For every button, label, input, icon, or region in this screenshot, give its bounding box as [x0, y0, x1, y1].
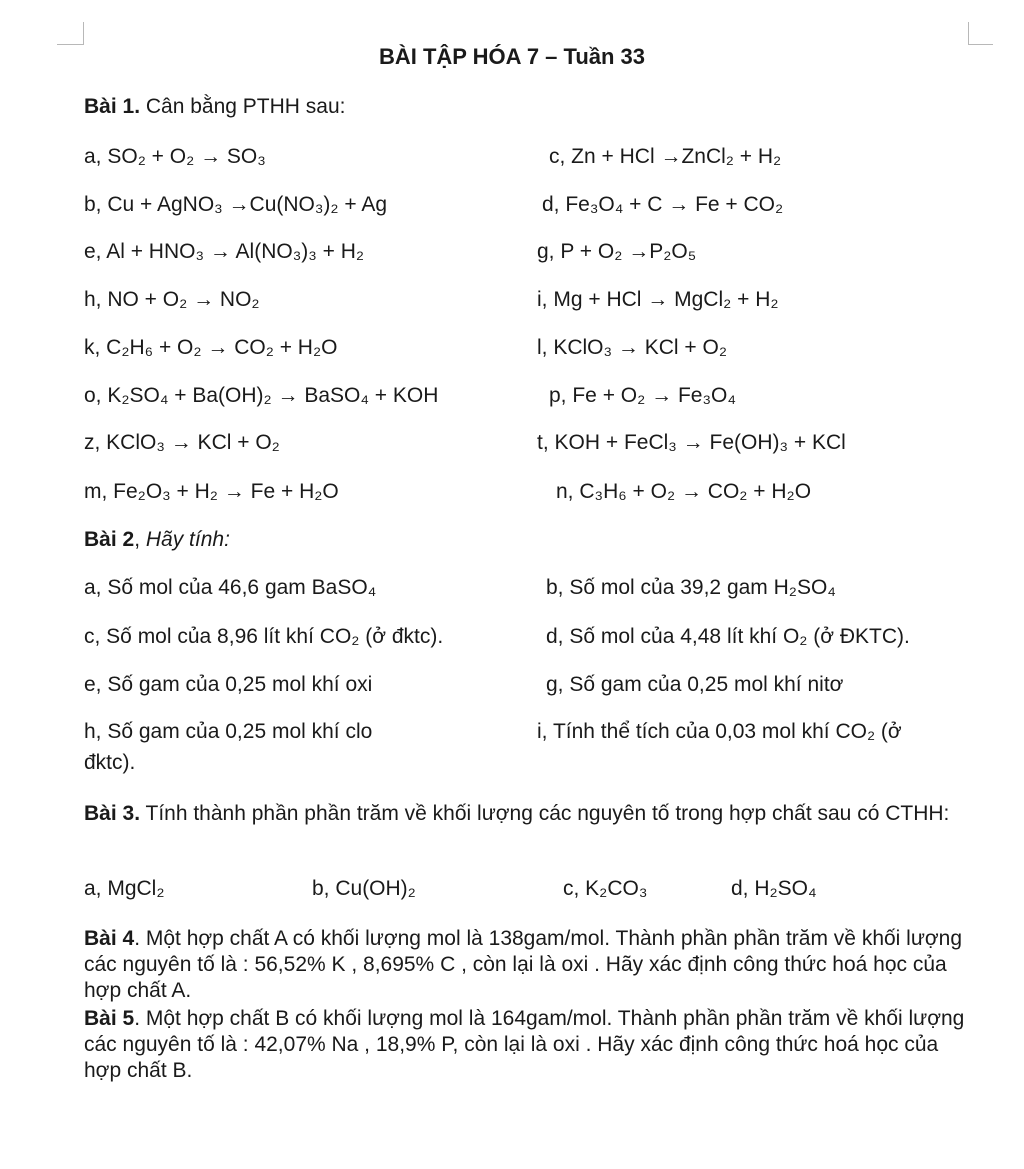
crop-mark-top-right — [968, 22, 993, 45]
bai3-item-c: c, K₂CO₃ — [563, 877, 648, 900]
equation-t: t, KOH + FeCl₃ → Fe(OH)₃ + KCl — [537, 431, 846, 454]
bai2-item-e: e, Số gam của 0,25 mol khí oxi — [84, 673, 373, 696]
bai2-item-g: g, Số gam của 0,25 mol khí nitơ — [546, 673, 844, 696]
page-title: BÀI TẬP HÓA 7 – Tuần 33 — [378, 44, 646, 69]
bai2-item-c: c, Số mol của 8,96 lít khí CO₂ (ở đktc). — [84, 625, 444, 648]
bai2-item-h: h, Số gam của 0,25 mol khí clo — [84, 720, 373, 743]
equation-h: h, NO + O₂ → NO₂ — [84, 288, 260, 311]
bai4-text: . Một hợp chất A có khối lượng mol là 138gam/mol. Thành phần phần trăm về khối lượng các nguyên tố là : 56,52% K , 8,695% C , còn lại là oxi . Hãy xác định công thức hoá học của hợp chất A. — [84, 927, 963, 1002]
bai3-item-d: d, H₂SO₄ — [731, 877, 817, 900]
bai2-item-b: b, Số mol của 39,2 gam H₂SO₄ — [546, 576, 836, 599]
equation-z: z, KClO₃ → KCl + O₂ — [84, 431, 280, 454]
equation-p: p, Fe + O₂ → Fe₃O₄ — [549, 384, 736, 407]
bai1-text: Cân bằng PTHH sau: — [140, 95, 346, 118]
bai3-heading — [84, 798, 974, 829]
equation-m: m, Fe₂O₃ + H₂ → Fe + H₂O — [84, 480, 339, 503]
bai5-label: Bài 5 — [84, 1007, 135, 1030]
bai2-item-d: d, Số mol của 4,48 lít khí O₂ (ở ĐKTC). — [546, 625, 910, 648]
bai5-text: . Một hợp chất B có khối lượng mol là 164gam/mol. Thành phần phần trăm về khối lượng các nguyên tố là : 42,07% Na , 18,9% P, còn lại là oxi . Hãy xác định công thức hoá học của hợp chất B. — [84, 1007, 965, 1082]
equation-l: l, KClO₃ → KCl + O₂ — [537, 336, 727, 359]
bai2-item-i-cont: đktc). — [84, 751, 136, 774]
bai2-item-a: a, Số mol của 46,6 gam BaSO₄ — [84, 576, 377, 599]
equation-d: d, Fe₃O₄ + C → Fe + CO₂ — [542, 193, 784, 216]
bai2-item-i: i, Tính thể tích của 0,03 mol khí CO₂ (ở — [537, 720, 902, 743]
bai2-heading — [84, 528, 230, 552]
bai5-paragraph — [84, 1006, 974, 1084]
equation-k: k, C₂H₆ + O₂ → CO₂ + H₂O — [84, 336, 338, 359]
bai3-text: Tính thành phần phần trăm về khối lượng các nguyên tố trong hợp chất sau có CTHH: — [140, 802, 950, 825]
bai1-label: Bài 1. — [84, 95, 141, 118]
bai2-sep: , — [134, 528, 146, 551]
equation-e: e, Al + HNO₃ → Al(NO₃)₃ + H₂ — [84, 240, 365, 263]
equation-a: a, SO₂ + O₂ → SO₃ — [84, 145, 266, 168]
bai4-paragraph — [84, 926, 974, 1004]
equation-o: o, K₂SO₄ + Ba(OH)₂ → BaSO₄ + KOH — [84, 384, 439, 407]
bai3-label: Bài 3. — [84, 802, 141, 825]
bai2-text: Hãy tính: — [145, 528, 230, 551]
bai1-heading — [84, 95, 345, 119]
bai3-item-b: b, Cu(OH)₂ — [312, 877, 416, 900]
crop-mark-top-left — [57, 22, 84, 45]
bai2-label: Bài 2 — [84, 528, 135, 551]
bai3-item-a: a, MgCl₂ — [84, 877, 165, 900]
bai4-label: Bài 4 — [84, 927, 135, 950]
equation-b: b, Cu + AgNO₃ →Cu(NO₃)₂ + Ag — [84, 193, 388, 216]
equation-n: n, C₃H₆ + O₂ → CO₂ + H₂O — [556, 480, 812, 503]
equation-i: i, Mg + HCl → MgCl₂ + H₂ — [537, 288, 779, 311]
equation-g: g, P + O₂ →P₂O₅ — [537, 240, 697, 263]
equation-c: c, Zn + HCl →ZnCl₂ + H₂ — [549, 145, 782, 168]
